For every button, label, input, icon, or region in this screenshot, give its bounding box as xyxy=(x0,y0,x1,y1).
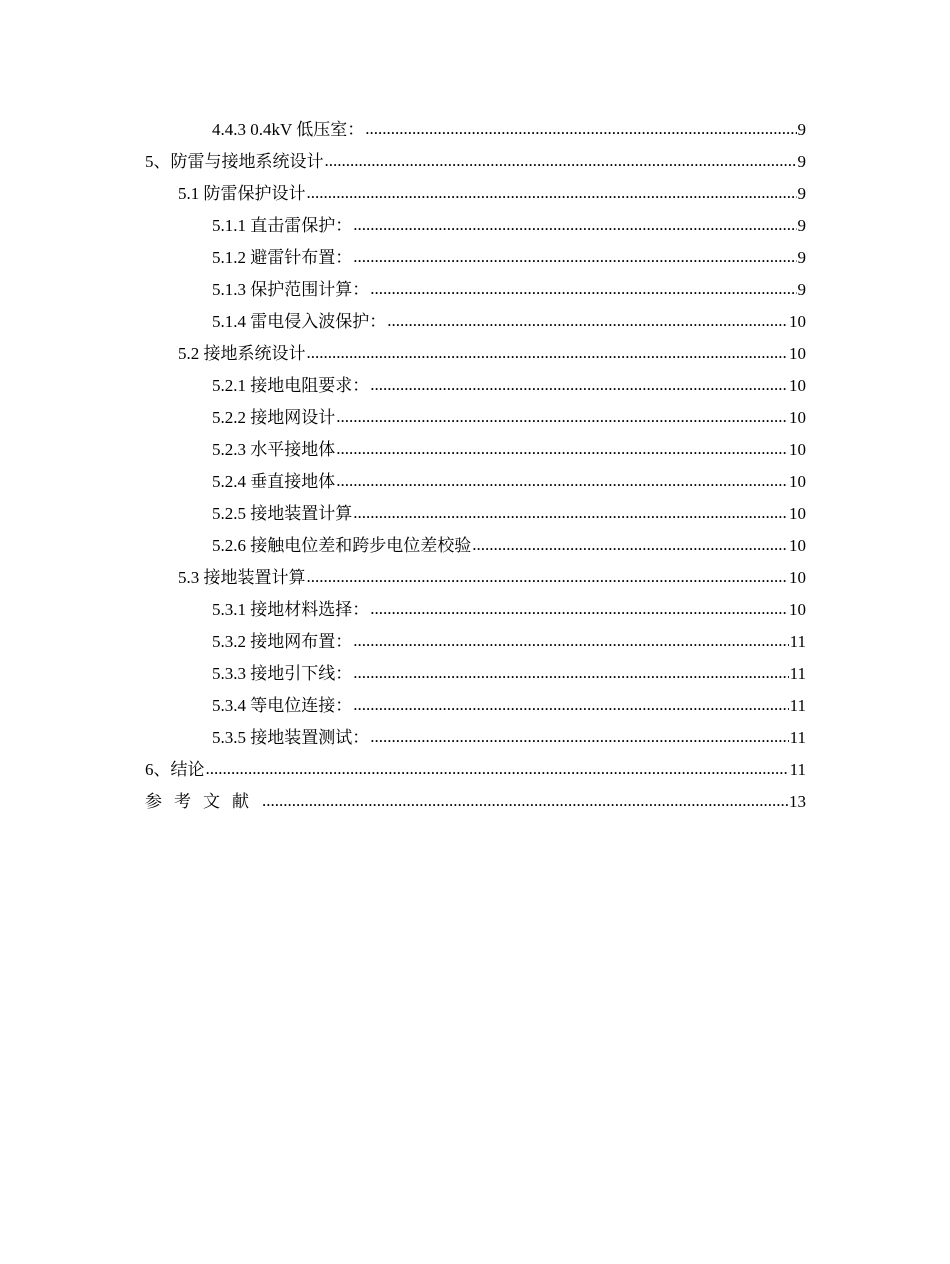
toc-entry-label: 5.1.4 雷电侵入波保护： xyxy=(212,312,387,331)
toc-dot-leader xyxy=(353,689,788,721)
toc-entry-label: 5.3.4 等电位连接： xyxy=(212,696,353,715)
toc-entry-page: 13 xyxy=(789,792,806,811)
toc-entry-label: 5.2.5 接地装置计算 xyxy=(212,504,353,523)
toc-entry-page: 11 xyxy=(789,664,806,683)
toc-entry-label: 5.3.1 接地材料选择： xyxy=(212,600,370,619)
toc-entry-page: 10 xyxy=(789,568,806,587)
toc-entry[interactable] xyxy=(0,530,806,562)
toc-dot-leader xyxy=(336,465,788,497)
toc-entry[interactable] xyxy=(0,626,806,658)
toc-dot-leader xyxy=(336,401,788,433)
toc-dot-leader xyxy=(353,497,788,529)
table-of-contents xyxy=(0,114,950,818)
toc-entry-label: 5.2.1 接地电阻要求： xyxy=(212,376,370,395)
toc-dot-leader xyxy=(307,337,789,369)
toc-entry-page: 9 xyxy=(797,120,806,139)
toc-entry-page: 9 xyxy=(797,184,806,203)
toc-entry-page: 9 xyxy=(797,280,806,299)
toc-entry[interactable] xyxy=(0,690,806,722)
toc-dot-leader xyxy=(472,529,788,561)
toc-entry[interactable] xyxy=(0,178,806,210)
toc-entry-page: 10 xyxy=(789,408,806,427)
toc-entry-page: 10 xyxy=(789,536,806,555)
toc-entry[interactable] xyxy=(0,722,806,754)
toc-dot-leader xyxy=(307,177,797,209)
toc-entry-label: 5.3 接地装置计算 xyxy=(178,568,306,587)
toc-entry-page: 10 xyxy=(789,504,806,523)
toc-entry-label: 5.1 防雷保护设计 xyxy=(178,184,306,203)
toc-entry-page: 10 xyxy=(789,344,806,363)
toc-entry[interactable] xyxy=(0,786,806,818)
toc-entry-page: 10 xyxy=(789,440,806,459)
toc-entry-page: 11 xyxy=(789,632,806,651)
toc-entry[interactable] xyxy=(0,210,806,242)
toc-entry-page: 11 xyxy=(789,760,806,779)
toc-dot-leader xyxy=(370,369,788,401)
toc-entry-label: 参考文献 xyxy=(145,792,261,811)
toc-entry-label: 5.2.3 水平接地体 xyxy=(212,440,336,459)
toc-dot-leader xyxy=(336,433,788,465)
toc-entry[interactable] xyxy=(0,754,806,786)
toc-entry-page: 10 xyxy=(789,376,806,395)
toc-dot-leader xyxy=(387,305,788,337)
toc-entry[interactable] xyxy=(0,562,806,594)
toc-entry-page: 9 xyxy=(797,216,806,235)
toc-dot-leader xyxy=(307,561,789,593)
toc-entry-page: 9 xyxy=(797,152,806,171)
toc-dot-leader xyxy=(353,657,788,689)
toc-entry-label: 5.2.2 接地网设计 xyxy=(212,408,336,427)
toc-entry[interactable] xyxy=(0,146,806,178)
toc-entry-label: 5、防雷与接地系统设计 xyxy=(145,152,324,171)
toc-entry-label: 5.3.3 接地引下线： xyxy=(212,664,353,683)
toc-entry[interactable] xyxy=(0,402,806,434)
toc-entry-page: 11 xyxy=(789,696,806,715)
toc-entry-label: 4.4.3 0.4kV 低压室： xyxy=(212,120,365,139)
toc-entry-label: 5.2 接地系统设计 xyxy=(178,344,306,363)
toc-dot-leader xyxy=(325,145,797,177)
toc-entry[interactable] xyxy=(0,338,806,370)
toc-entry[interactable] xyxy=(0,466,806,498)
toc-entry-page: 10 xyxy=(789,312,806,331)
toc-entry[interactable] xyxy=(0,594,806,626)
toc-entry-label: 6、结论 xyxy=(145,760,205,779)
toc-entry[interactable] xyxy=(0,242,806,274)
toc-entry[interactable] xyxy=(0,306,806,338)
toc-entry[interactable] xyxy=(0,658,806,690)
toc-dot-leader xyxy=(370,273,796,305)
toc-dot-leader xyxy=(370,593,788,625)
toc-entry[interactable] xyxy=(0,274,806,306)
toc-entry-page: 9 xyxy=(797,248,806,267)
toc-entry-label: 5.2.4 垂直接地体 xyxy=(212,472,336,491)
toc-entry[interactable] xyxy=(0,370,806,402)
toc-dot-leader xyxy=(353,241,796,273)
toc-entry[interactable] xyxy=(0,434,806,466)
toc-dot-leader xyxy=(353,625,788,657)
toc-entry-label: 5.1.1 直击雷保护： xyxy=(212,216,353,235)
toc-dot-leader xyxy=(365,113,796,145)
toc-entry-label: 5.1.2 避雷针布置： xyxy=(212,248,353,267)
toc-entry-page: 10 xyxy=(789,600,806,619)
toc-entry-label: 5.3.2 接地网布置： xyxy=(212,632,353,651)
toc-entry-label: 5.3.5 接地装置测试： xyxy=(212,728,370,747)
toc-entry-label: 5.2.6 接触电位差和跨步电位差校验 xyxy=(212,536,472,555)
toc-dot-leader xyxy=(262,785,788,817)
toc-list xyxy=(0,114,806,818)
toc-entry-page: 10 xyxy=(789,472,806,491)
toc-entry[interactable] xyxy=(0,498,806,530)
toc-dot-leader xyxy=(353,209,796,241)
toc-entry[interactable] xyxy=(0,114,806,146)
toc-dot-leader xyxy=(370,721,788,753)
toc-entry-page: 11 xyxy=(789,728,806,747)
toc-entry-label: 5.1.3 保护范围计算： xyxy=(212,280,370,299)
toc-dot-leader xyxy=(206,753,789,785)
